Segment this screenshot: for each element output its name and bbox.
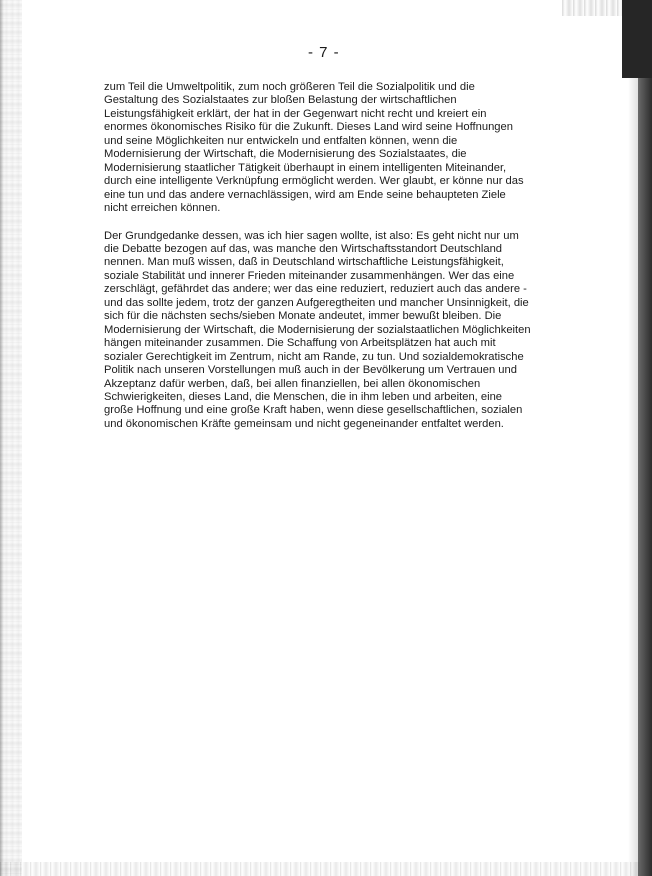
scan-right-bar	[638, 78, 652, 876]
paragraph-1	[104, 81, 528, 216]
text-line: Modernisierung der Wirtschaft, die Modernisierung der sozialstaatlichen Möglichkeiten	[104, 323, 531, 336]
text-line: und ökonomischen Kräfte gemeinsam und nicht gegeneinander entfaltet werden.	[104, 417, 504, 430]
text-line: eine tun und das andere vernachlässigen, wird am Ende seine behaupteten Ziele	[104, 188, 506, 201]
text-line: zerschlägt, gefährdet das andere; wer das eine reduziert, reduziert auch das andere -	[104, 283, 527, 296]
text-line: Schwierigkeiten, dieses Land, die Menschen, die in ihm leben und arbeiten, eine	[104, 390, 503, 403]
text-line: zum Teil die Umweltpolitik, zum noch größeren Teil die Sozialpolitik und die	[104, 81, 475, 93]
scan-right-bar-top	[622, 0, 652, 78]
text-line: Akzeptanz dafür werben, daß, bei allen finanziellen, bei allen ökonomischen	[104, 377, 481, 390]
text-line: Modernisierung der Wirtschaft, die Modernisierung des Sozialstaates, die	[104, 148, 467, 161]
paragraph-2	[104, 229, 531, 432]
text-line: nicht erreichen können.	[104, 202, 221, 215]
text-line: Der Grundgedanke dessen, was ich hier sagen wollte, ist also: Es geht nicht nur um	[104, 229, 519, 242]
text-line: Politik nach unseren Vorstellungen muß auch in der Bevölkerung um Vertrauen und	[104, 364, 517, 377]
text-line: sich für die nächsten sechs/sieben Monate andeutet, immer bewußt bleiben. Die	[104, 310, 502, 323]
text-line: sozialer Gerechtigkeit im Zentrum, nicht am Rande, zu tun. Und sozialdemokratische	[104, 350, 524, 363]
scan-top-speckle	[562, 0, 622, 16]
text-line: soziale Stabilität und innerer Frieden miteinander zusammenhängen. Wer das eine	[104, 269, 515, 282]
scan-left-speckle	[0, 0, 22, 876]
text-line: Gestaltung des Sozialstaates zur bloßen Belastung der wirtschaftlichen	[104, 94, 457, 107]
text-line: nennen. Man muß wissen, daß in Deutschland wirtschaftliche Leistungsfähigkeit,	[104, 256, 504, 269]
text-line: Leistungsfähigkeit erklärt, der hat in der Gegenwart nicht recht und kreiert ein	[104, 107, 487, 120]
text-line: die Debatte bezogen auf das, was manche den Wirtschaftsstandort Deutschland	[104, 242, 503, 255]
text-line: und seine Möglichkeiten nur entwickeln und entfalten können, wenn die	[104, 134, 458, 147]
text-line: enormes ökonomisches Risiko für die Zukunft. Dieses Land wird seine Hoffnungen	[104, 121, 513, 134]
text-line: und das sollte jedem, trotz der ganzen Aufgeregtheiten und mancher Unsinnigkeit, die	[104, 296, 529, 309]
scan-right-shadow	[628, 60, 638, 876]
body-text	[104, 81, 531, 431]
page-number: - 7 -	[308, 44, 340, 61]
text-line: hängen miteinander zusammen. Die Schaffung von Arbeitsplätzen hat auch mit	[104, 337, 496, 350]
scan-bottom-speckle	[0, 862, 640, 876]
text-line: große Hoffnung und eine große Kraft haben, wenn diese gesellschaftlichen, sozialen	[104, 404, 523, 417]
text-line: durch eine intelligente Verknüpfung ermöglicht werden. Wer glaubt, er könne nur das	[104, 175, 524, 188]
text-line: Modernisierung staatlicher Tätigkeit überhaupt in einem intelligenten Miteinander,	[104, 161, 507, 174]
